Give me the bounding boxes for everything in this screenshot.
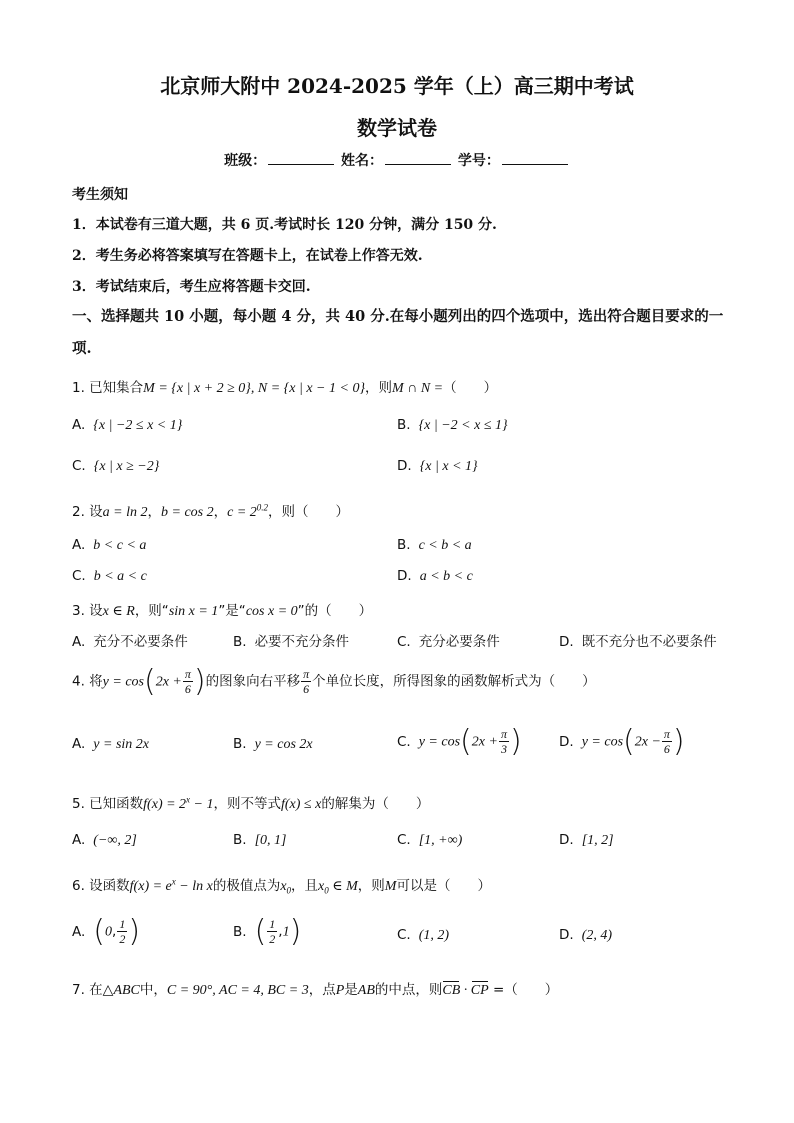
class-blank [268,152,334,165]
option-d: D. [1, 2] [559,832,614,848]
question-3: 3. 设x ∈ R，则“sin x = 1”是“cos x = 0”的（ ） [72,603,373,619]
question-7: 7. 在△ABC中，C = 90°, AC = 4, BC = 3，点P是AB的中点，则CB · CP =（ ） [72,982,559,998]
option-b: B. [0, 1] [233,832,287,848]
option-d: D. (2, 4) [559,927,613,943]
section-heading: 一、选择题共 10 小题，每小题 4 分，共 40 分.在每小题列出的四个选项中，选出符合题目要求的一项. [72,308,724,357]
option-d: D. a < b < c [397,568,473,584]
option-b: B. c < b < a [397,537,472,553]
vector-cp: CP [470,983,489,998]
option-a: A. b < c < a [72,537,147,553]
option-d: D. 既不充分也不必要条件 [559,634,717,650]
notice-item: 1．本试卷有三道大题，共 6 页.考试时长 120 分钟，满分 150 分. [72,217,497,233]
option-c: C. [1, +∞) [397,832,463,848]
exam-title: 北京师大附中 2024-2025 学年（上）高三期中考试 [160,74,634,98]
id-blank [502,152,568,165]
exam-subtitle: 数学试卷 [357,116,437,140]
question-6: 6. 设函数$f(x) = e^x - \ln x$的极值点为$x_0$，且$x_0$ ∈ M，则M可以是（ ） [72,876,491,896]
option-a: A. 充分不必要条件 [72,634,188,650]
option-d: D. {x | x < 1} [397,458,478,474]
option-c: C. 充分必要条件 [397,634,500,650]
notice-heading: 考生须知 [72,187,128,203]
option-a: A. y = sin 2x [72,736,150,752]
question-5: 5. 已知函数$f(x) = 2^x - 1$，则不等式f(x) ≤ x的解集为（ ） [72,794,430,812]
option-c: C. y = cos(2x + $\frac{\pi}{3}$ ) [397,724,522,759]
option-a: A. (−∞, 2] [72,832,137,848]
id-label: 学号： [457,153,500,169]
option-a: A. (0, $\frac{1}{2}$ ) [72,914,141,949]
option-c: C. (1, 2) [397,927,450,943]
name-blank [385,152,451,165]
question-4: 4. 将y = cos(2x + $\frac{\pi}{6}$ )的图象向右平移 $\frac{\pi}{6}$ 个单位长度，所得图象的函数解析式为（ ） [72,664,596,699]
option-c: C. b < a < c [72,568,147,584]
question-1: 1. 已知集合M = {x | x + 2 ≥ 0}, N = {x | x − 1 < 0}，则M ∩ N =（ ） [72,380,498,396]
option-b: B. y = cos 2x [233,736,313,752]
class-label: 班级： [224,153,267,169]
option-d: D. y = cos(2x − $\frac{\pi}{6}$ ) [559,724,685,759]
student-info-line [0,150,794,170]
option-c: C. {x | x ≥ −2} [72,458,160,474]
name-label: 姓名： [341,153,383,169]
option-b: B. ( $\frac{1}{2}$ ,1) [233,914,302,949]
question-2: 2. 设a = ln 2，b = cos 2，$c = 2^{0.2}$，则（ ） [72,502,350,520]
option-b: B. {x | −2 < x ≤ 1} [397,417,508,433]
notice-item: 2．考生务必将答案填写在答题卡上，在试卷上作答无效. [72,248,423,264]
option-b: B. 必要不充分条件 [233,634,350,650]
notice-item: 3．考试结束后，考生应将答题卡交回. [72,279,311,295]
option-a: A. {x | −2 ≤ x < 1} [72,417,183,433]
vector-cb: CB [442,983,461,998]
